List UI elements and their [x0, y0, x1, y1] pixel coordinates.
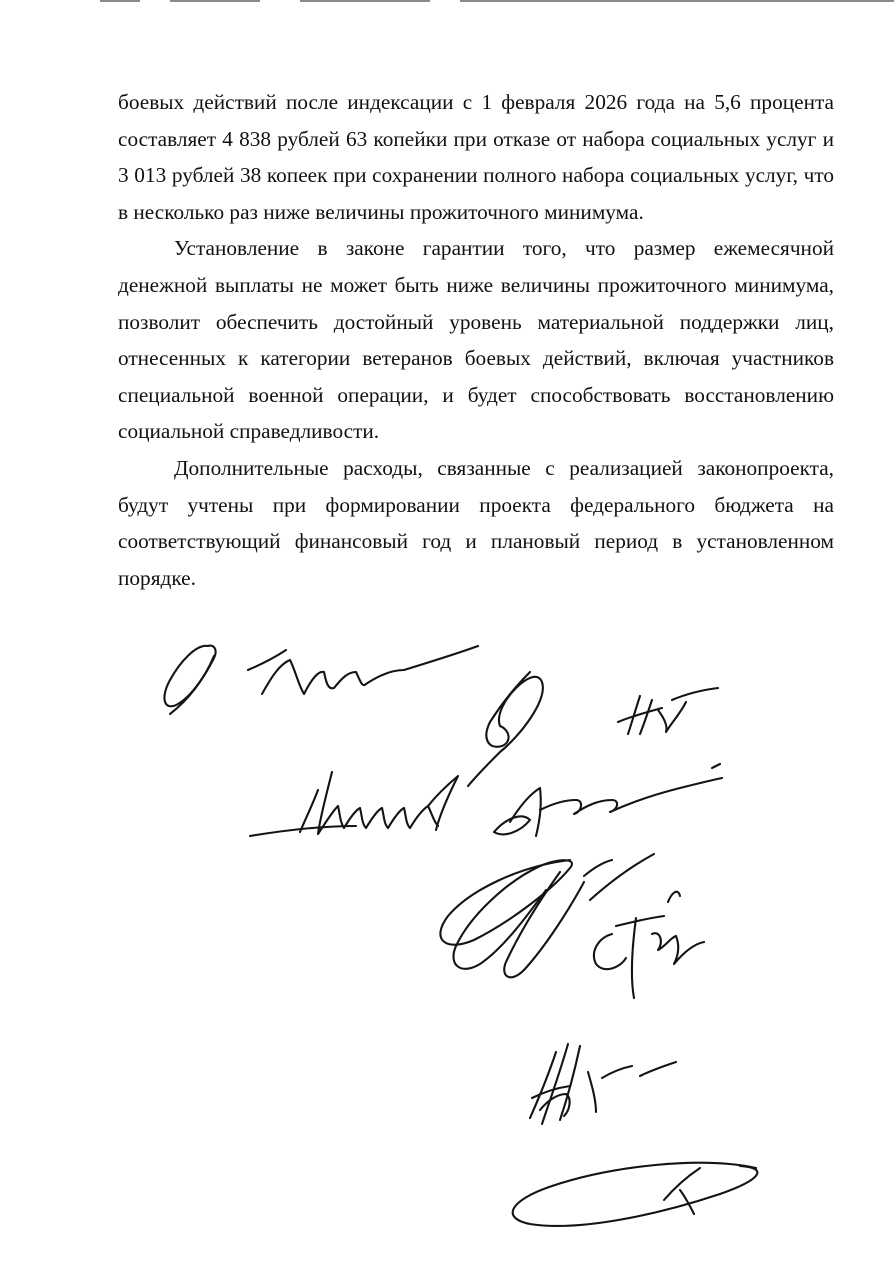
signatures-block	[0, 600, 894, 1260]
paragraph-continuation: боевых действий после индексации с 1 февраля 2026 года на 5,6 процента составляет 4 838 рублей 63 копейки при отказе от набора социальных услуг и 3 013 рублей 38 копеек при сохранении полного набора социальных услуг, что в несколько раз ниже величины прожиточного минимума.	[118, 90, 834, 224]
signature-3	[618, 688, 718, 734]
signature-8	[530, 1044, 676, 1124]
signature-4	[250, 772, 458, 836]
signature-5	[494, 764, 722, 836]
document-body	[118, 84, 834, 596]
top-edge-rule	[0, 0, 894, 6]
signature-1	[164, 646, 478, 714]
signature-2	[468, 672, 543, 786]
signature-7	[594, 892, 704, 998]
paragraph-guarantee: Установление в законе гарантии того, что размер ежемесячной денежной выплаты не может быть ниже величины прожиточного минимума, позволит обеспечить достойный уровень материальной поддержки лиц, отнесенных к категории ветеранов боевых действий, включая участников специальной военной операции, и будет способствовать восстановлению социальной справедливости.	[118, 236, 834, 444]
paragraph-expenses: Дополнительные расходы, связанные с реализацией законопроекта, будут учтены при формировании проекта федерального бюджета на соответствующий финансовый год и плановый период в установленном порядке.	[118, 455, 834, 590]
signature-6	[440, 854, 654, 977]
signature-9	[513, 1163, 758, 1226]
signatures-svg	[0, 600, 894, 1260]
